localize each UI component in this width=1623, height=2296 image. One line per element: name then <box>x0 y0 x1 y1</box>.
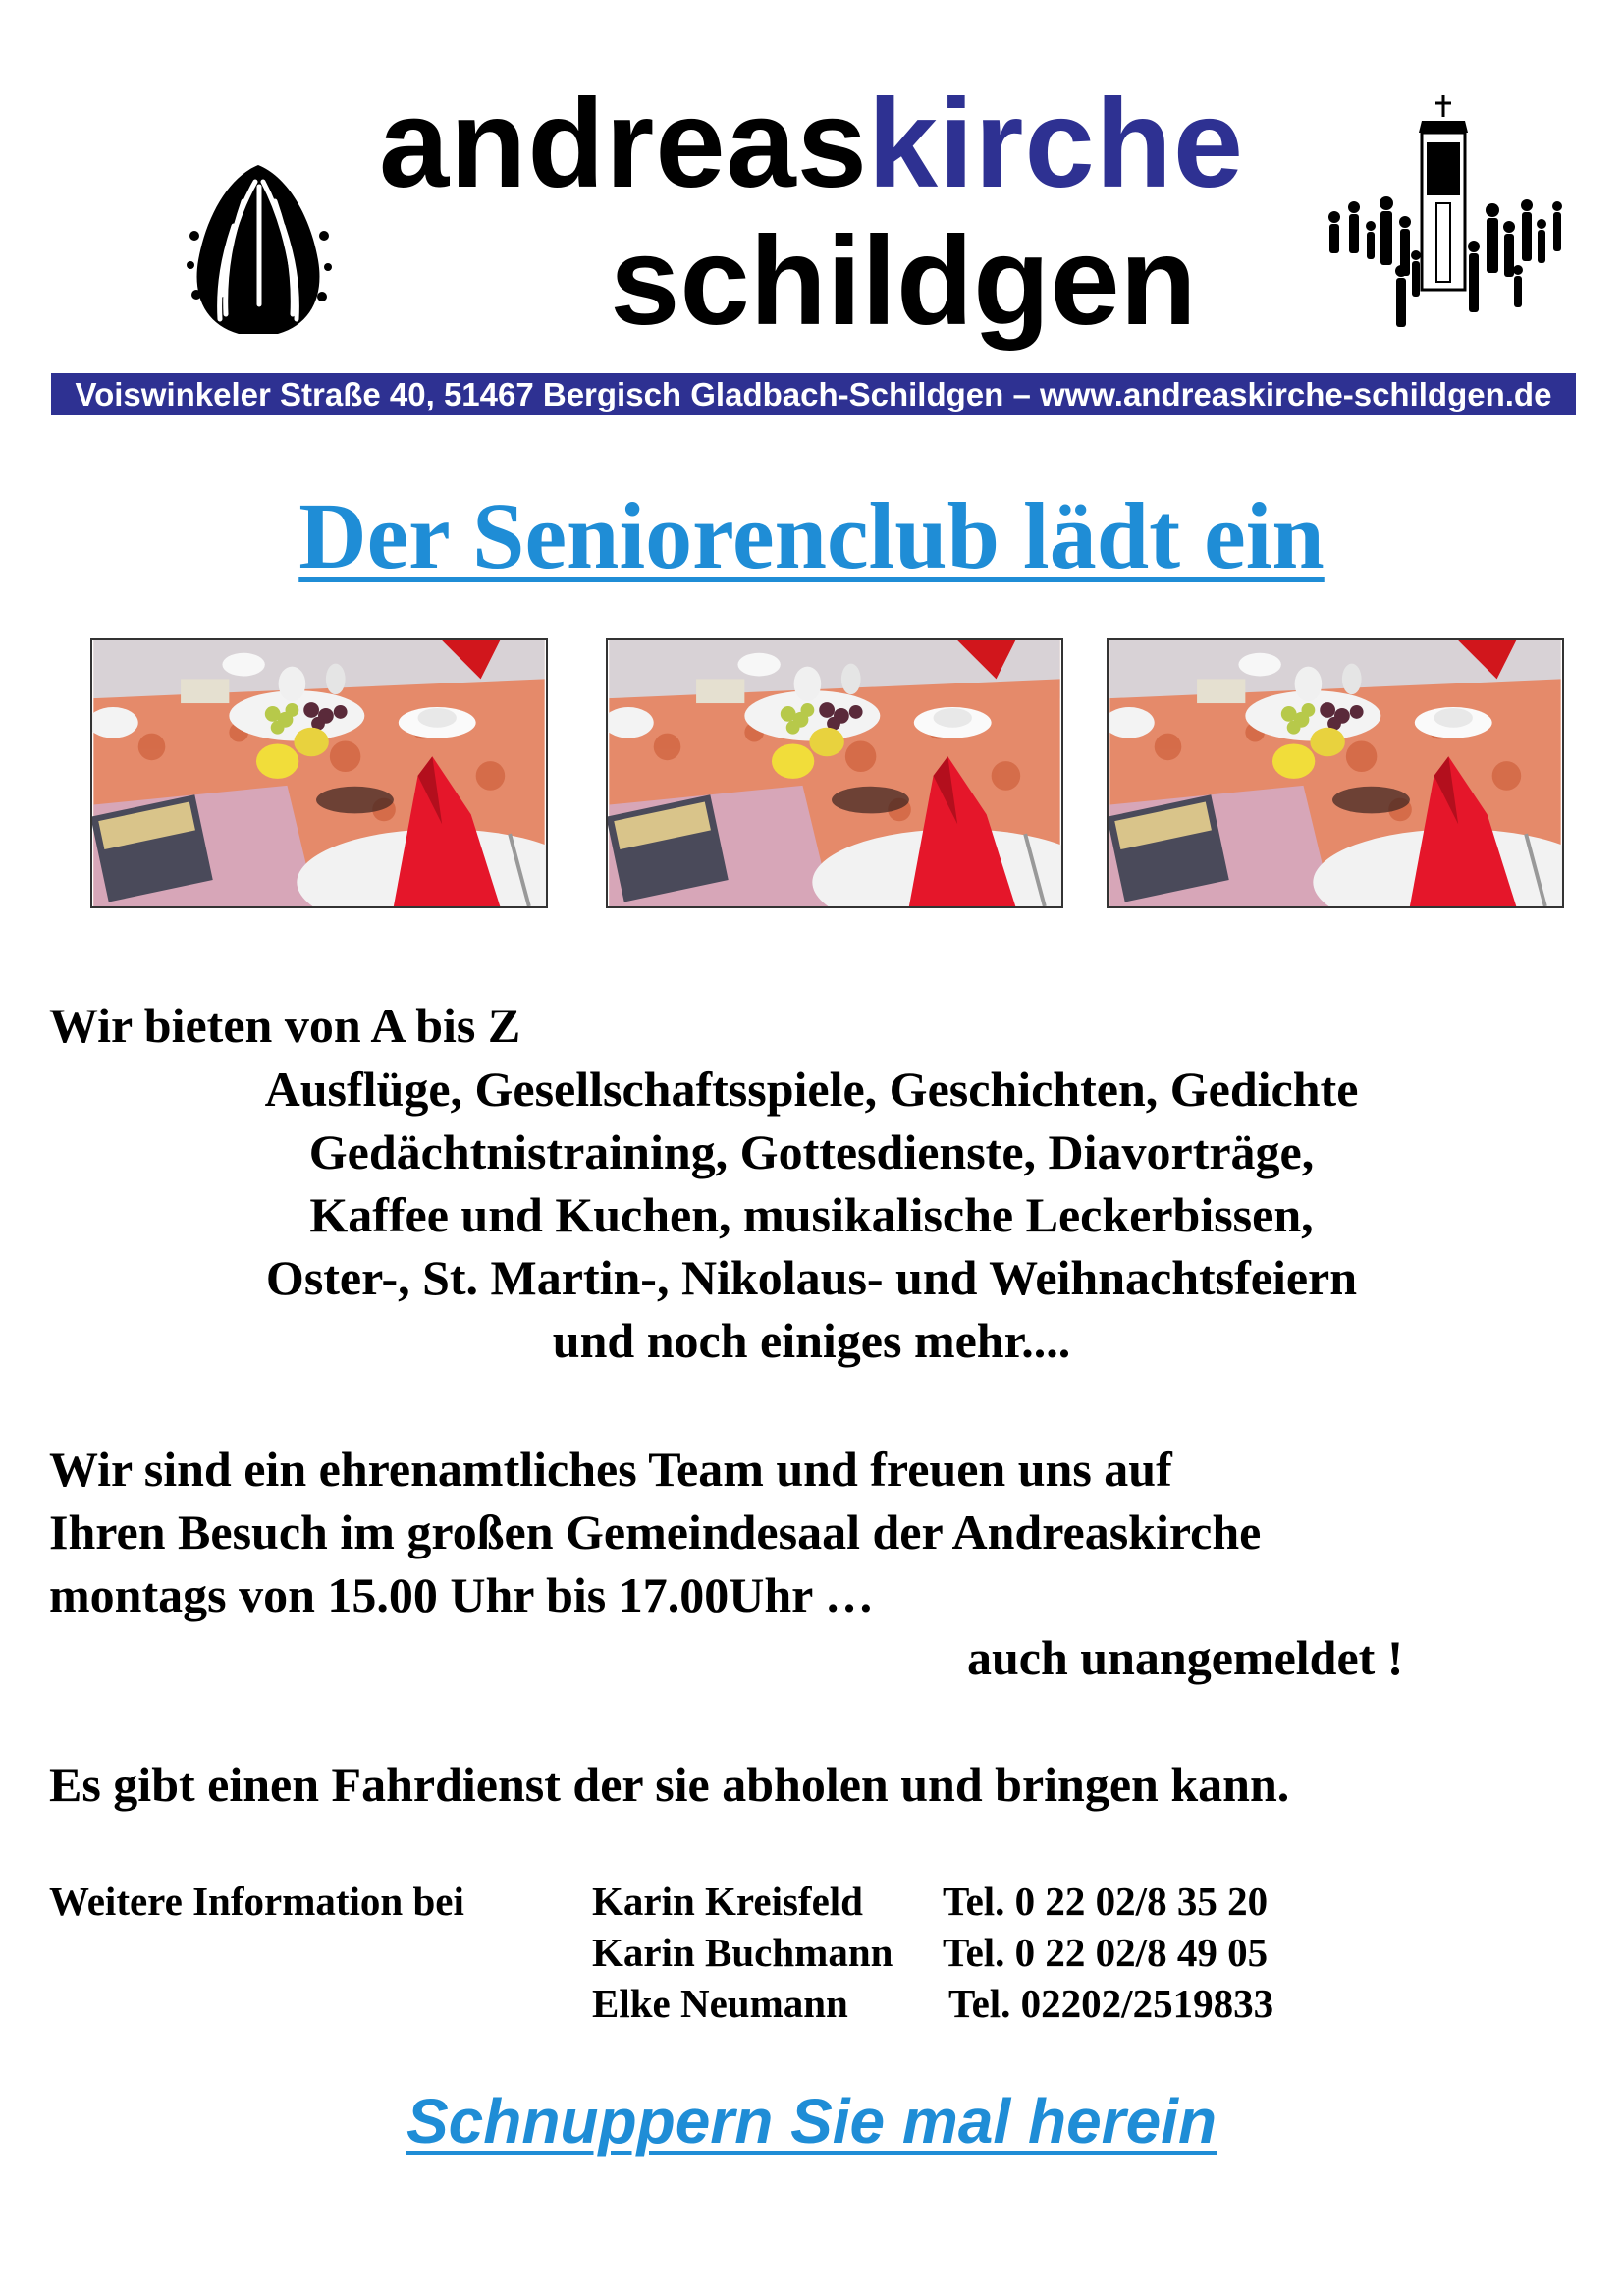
transport-info: Es gibt einen Fahrdienst der sie abholen und bringen kann. <box>49 1757 1290 1812</box>
offer-line: Ausflüge, Gesellschaftsspiele, Geschichten, Gedichte <box>264 1062 1359 1117</box>
call-to-action-text: Schnuppern Sie mal herein <box>406 2086 1217 2157</box>
team-note: auch unangemeldet ! <box>967 1630 1404 1685</box>
address-bar: Voiswinkeler Straße 40, 51467 Bergisch Gladbach-Schildgen – www.andreaskirche-schildgen.de <box>51 373 1576 415</box>
team-line: Ihren Besuch im großen Gemeindesaal der Andreaskirche <box>49 1504 1262 1559</box>
brand-part-andreas: andreas <box>378 74 868 214</box>
photo-table-setting-1 <box>90 638 548 908</box>
contact-name: Karin Buchmann <box>592 1930 893 1975</box>
table-setting-photo <box>1109 640 1562 906</box>
photo-table-setting-3 <box>1107 638 1564 908</box>
page-title <box>0 481 1623 591</box>
team-line: montags von 15.00 Uhr bis 17.00Uhr … <box>49 1567 874 1622</box>
offer-intro: Wir bieten von A bis Z <box>49 998 521 1053</box>
contact-phone: Tel. 0 22 02/8 49 05 <box>943 1930 1269 1975</box>
table-setting-photo <box>608 640 1061 906</box>
praying-hands-icon <box>185 157 332 339</box>
contact-phone: Tel. 02202/2519833 <box>948 1981 1274 2026</box>
offer-line: Gedächtnistraining, Gottesdienste, Diavorträge, <box>308 1124 1315 1179</box>
brand-part-kirche: kirche <box>867 74 1245 214</box>
offer-line: und noch einiges mehr.... <box>552 1313 1071 1368</box>
page-title-text: Der Seniorenclub lädt ein <box>298 483 1325 588</box>
contact-name: Elke Neumann <box>592 1981 848 2026</box>
photo-table-setting-2 <box>606 638 1063 908</box>
church-tower-with-people-icon <box>1321 93 1566 334</box>
brand-location: schildgen <box>610 211 1197 352</box>
contact-phone: Tel. 0 22 02/8 35 20 <box>943 1879 1269 1924</box>
call-to-action <box>0 2082 1623 2160</box>
contacts-label: Weitere Information bei <box>49 1879 464 1924</box>
offer-line: Oster-, St. Martin-, Nikolaus- und Weihnachtsfeiern <box>265 1250 1358 1305</box>
offer-line: Kaffee und Kuchen, musikalische Leckerbissen, <box>309 1187 1314 1242</box>
table-setting-photo <box>92 640 546 906</box>
team-line: Wir sind ein ehrenamtliches Team und freuen uns auf <box>49 1442 1172 1497</box>
contact-name: Karin Kreisfeld <box>592 1879 863 1924</box>
